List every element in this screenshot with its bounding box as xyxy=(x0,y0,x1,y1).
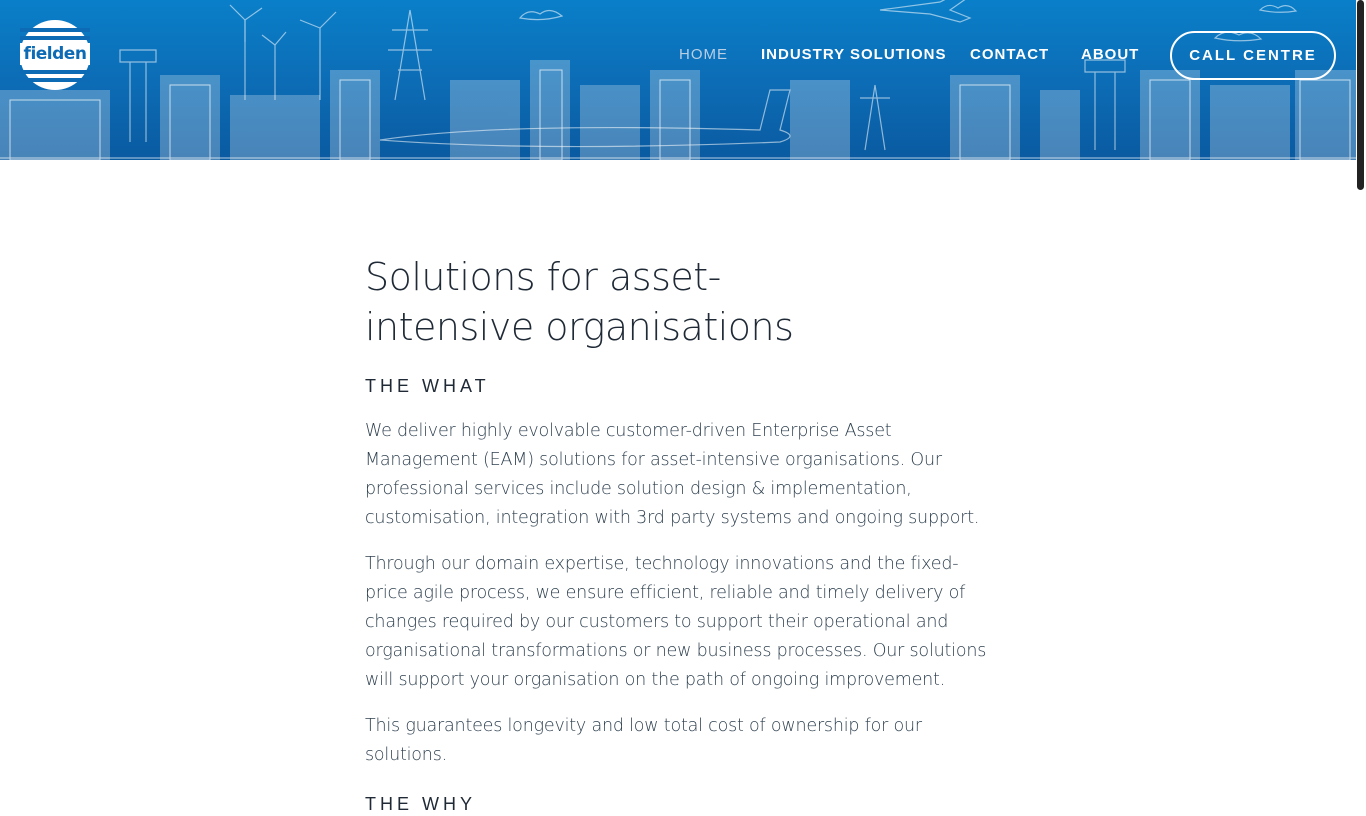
paragraph-expertise: Through our domain expertise, technology innovations and the fixed-price agile process, we ensure efficient, reliable and timely delivery of changes required by our customers to support their operational and organisational transformations or new business processes. Our solutions will support your organisation on the path of ongoing improvement. xyxy=(365,554,987,690)
nav-home[interactable]: HOME xyxy=(679,46,728,63)
header-banner xyxy=(0,0,1356,160)
main-content xyxy=(365,252,995,816)
nav-about[interactable]: ABOUT xyxy=(1081,46,1140,63)
main-navigation xyxy=(0,44,1356,68)
call-centre-button[interactable]: CALL CENTRE xyxy=(1170,31,1336,80)
paragraph-intro: We deliver highly evolvable customer-driven Enterprise Asset Management (EAM) solutions for asset-intensive organisations. Our professional services include solution design & implementation, customisation, integration with 3rd party systems and ongoing support. xyxy=(365,421,980,528)
scrollbar-thumb[interactable] xyxy=(1357,0,1364,190)
page-scrollbar[interactable] xyxy=(1356,0,1366,768)
nav-contact[interactable]: CONTACT xyxy=(970,46,1050,63)
logo-wordmark: fielden xyxy=(20,43,90,65)
paragraph-longevity: This guarantees longevity and low total cost of ownership for our solutions. xyxy=(365,716,922,765)
section-heading-what: THE WHAT xyxy=(365,376,490,396)
city-skyline-illustration xyxy=(0,0,1356,160)
section-heading-why: THE WHY xyxy=(365,794,476,814)
page-title: Solutions for asset-intensive organisations xyxy=(365,255,794,349)
nav-industry-solutions[interactable]: INDUSTRY SOLUTIONS xyxy=(761,46,947,63)
